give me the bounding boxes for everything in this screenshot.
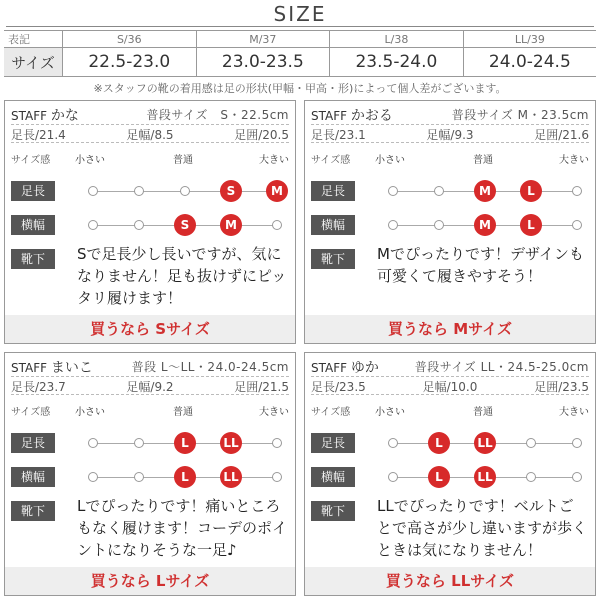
size-range-m: 23.0-23.5 — [196, 48, 330, 77]
size-verdict: 買うなら Lサイズ — [5, 567, 295, 595]
width-size-mark: M — [220, 214, 242, 236]
length-scale-dot — [526, 438, 536, 448]
scale-big-label: 大きい — [259, 407, 289, 418]
width-scale-dot — [572, 220, 582, 230]
length-size-mark: LL — [474, 432, 496, 454]
staff-name: まいこ — [50, 360, 93, 376]
usual-size: 普段 L〜LL・24.0-24.5cm — [131, 360, 289, 374]
fit-note: ※スタッフの靴の着用感は足の形状(甲幅・甲高・形)によって個人差がございます。 — [93, 82, 507, 95]
foot-measurements — [11, 376, 289, 395]
size-feel-label: サイズ感 — [311, 155, 351, 166]
size-table-header-label: 表記 — [4, 31, 63, 48]
staff-comment: LLでぴったりです！ベルトごとで高さが少し違いますが歩くときは気になりません！ — [377, 497, 588, 559]
size-table — [4, 30, 596, 77]
size-feel-label: サイズ感 — [11, 407, 51, 418]
shoe-label: 靴下 — [11, 501, 55, 521]
size-table-row-label: サイズ — [4, 48, 63, 77]
staff-comment: Lでぴったりです！痛いところもなく履けます！コーデのポイントになりそうな一足♪ — [77, 497, 288, 559]
shoe-label: 靴下 — [11, 249, 55, 269]
measurement: 足幅/9.3 — [426, 128, 474, 142]
width-label: 横幅 — [11, 467, 55, 487]
width-scale-dot — [526, 472, 536, 482]
foot-measurements — [311, 376, 589, 395]
foot-measurements — [311, 124, 589, 143]
size-feel-label: サイズ感 — [11, 155, 51, 166]
length-label: 足長 — [11, 181, 55, 201]
length-scale-dot — [88, 186, 98, 196]
width-scale-dot — [388, 220, 398, 230]
page-title: SIZE — [273, 2, 327, 26]
staff-comment: Mでぴったりです！デザインも可愛くて履きやすそう！ — [377, 245, 584, 285]
length-size-mark: LL — [220, 432, 242, 454]
scale-normal-label: 普通 — [473, 155, 493, 166]
measurement: 足囲/23.5 — [534, 380, 589, 394]
scale-small-label: 小さい — [75, 155, 105, 166]
width-size-mark: M — [474, 214, 496, 236]
size-table-values-row — [4, 48, 596, 77]
title-divider — [6, 26, 594, 27]
length-size-mark: L — [174, 432, 196, 454]
staff-header — [311, 105, 589, 123]
shoe-label: 靴下 — [311, 249, 355, 269]
length-size-mark: M — [266, 180, 288, 202]
size-verdict: 買うなら LLサイズ — [305, 567, 595, 595]
staff-card — [304, 100, 596, 344]
length-scale-dot — [134, 438, 144, 448]
staff-prefix: STAFF — [11, 109, 51, 123]
width-size-mark: LL — [220, 466, 242, 488]
scale-normal-label: 普通 — [173, 407, 193, 418]
length-size-mark: S — [220, 180, 242, 202]
staff-card — [4, 352, 296, 596]
width-scale-dot — [572, 472, 582, 482]
width-size-mark: L — [428, 466, 450, 488]
measurement: 足長/23.1 — [311, 128, 366, 142]
length-scale-dot — [434, 186, 444, 196]
width-size-mark: L — [174, 466, 196, 488]
measurement: 足幅/8.5 — [126, 128, 174, 142]
staff-prefix: STAFF — [311, 361, 351, 375]
size-feel-label: サイズ感 — [311, 407, 351, 418]
staff-header — [11, 357, 289, 375]
size-table-header-row — [4, 31, 596, 48]
scale-big-label: 大きい — [559, 155, 589, 166]
length-scale-dot — [88, 438, 98, 448]
foot-measurements — [11, 124, 289, 143]
width-size-mark: LL — [474, 466, 496, 488]
staff-comment: Sで足長少し長いですが、気になりません！足も抜けずにピッタリ履けます！ — [77, 245, 287, 307]
usual-size: 普段サイズ M・23.5cm — [451, 108, 589, 122]
length-scale-dot — [180, 186, 190, 196]
size-verdict: 買うなら Sサイズ — [5, 315, 295, 343]
staff-name: かおる — [350, 108, 393, 124]
length-label: 足長 — [11, 433, 55, 453]
width-label: 横幅 — [311, 215, 355, 235]
width-scale-dot — [388, 472, 398, 482]
width-scale-dot — [434, 220, 444, 230]
width-scale-dot — [134, 220, 144, 230]
size-range-s: 22.5-23.0 — [63, 48, 197, 77]
width-scale-dot — [88, 220, 98, 230]
length-scale-dot — [134, 186, 144, 196]
width-scale-dot — [134, 472, 144, 482]
length-scale-dot — [572, 438, 582, 448]
length-label: 足長 — [311, 181, 355, 201]
staff-card — [304, 352, 596, 596]
measurement: 足囲/21.5 — [234, 380, 289, 394]
size-code-m: M/37 — [196, 31, 330, 48]
scale-big-label: 大きい — [259, 155, 289, 166]
scale-normal-label: 普通 — [173, 155, 193, 166]
scale-big-label: 大きい — [559, 407, 589, 418]
scale-small-label: 小さい — [375, 155, 405, 166]
usual-size: 普段サイズ LL・24.5-25.0cm — [414, 360, 589, 374]
length-size-mark: L — [520, 180, 542, 202]
staff-header — [11, 105, 289, 123]
staff-prefix: STAFF — [11, 361, 51, 375]
usual-size: 普段サイズ S・22.5cm — [146, 108, 289, 122]
width-scale-dot — [272, 472, 282, 482]
length-label: 足長 — [311, 433, 355, 453]
length-scale-dot — [572, 186, 582, 196]
size-code-s: S/36 — [63, 31, 197, 48]
staff-card — [4, 100, 296, 344]
measurement: 足囲/21.6 — [534, 128, 589, 142]
measurement: 足長/21.4 — [11, 128, 66, 142]
length-scale-dot — [272, 438, 282, 448]
size-code-l: L/38 — [330, 31, 464, 48]
length-scale-dot — [388, 438, 398, 448]
length-size-mark: M — [474, 180, 496, 202]
width-size-mark: L — [520, 214, 542, 236]
measurement: 足幅/10.0 — [422, 380, 478, 394]
scale-small-label: 小さい — [75, 407, 105, 418]
size-range-ll: 24.0-24.5 — [463, 48, 596, 77]
width-label: 横幅 — [311, 467, 355, 487]
width-scale-dot — [272, 220, 282, 230]
width-size-mark: S — [174, 214, 196, 236]
shoe-label: 靴下 — [311, 501, 355, 521]
measurement: 足長/23.7 — [11, 380, 66, 394]
width-label: 横幅 — [11, 215, 55, 235]
measurement: 足囲/20.5 — [234, 128, 289, 142]
length-size-mark: L — [428, 432, 450, 454]
staff-name: ゆか — [350, 360, 379, 376]
size-code-ll: LL/39 — [463, 31, 596, 48]
staff-header — [311, 357, 589, 375]
size-verdict: 買うなら Mサイズ — [305, 315, 595, 343]
measurement: 足長/23.5 — [311, 380, 366, 394]
scale-small-label: 小さい — [375, 407, 405, 418]
size-range-l: 23.5-24.0 — [330, 48, 464, 77]
measurement: 足幅/9.2 — [126, 380, 174, 394]
staff-name: かな — [50, 108, 79, 124]
length-scale-dot — [388, 186, 398, 196]
scale-normal-label: 普通 — [473, 407, 493, 418]
width-scale-dot — [88, 472, 98, 482]
staff-prefix: STAFF — [311, 109, 351, 123]
